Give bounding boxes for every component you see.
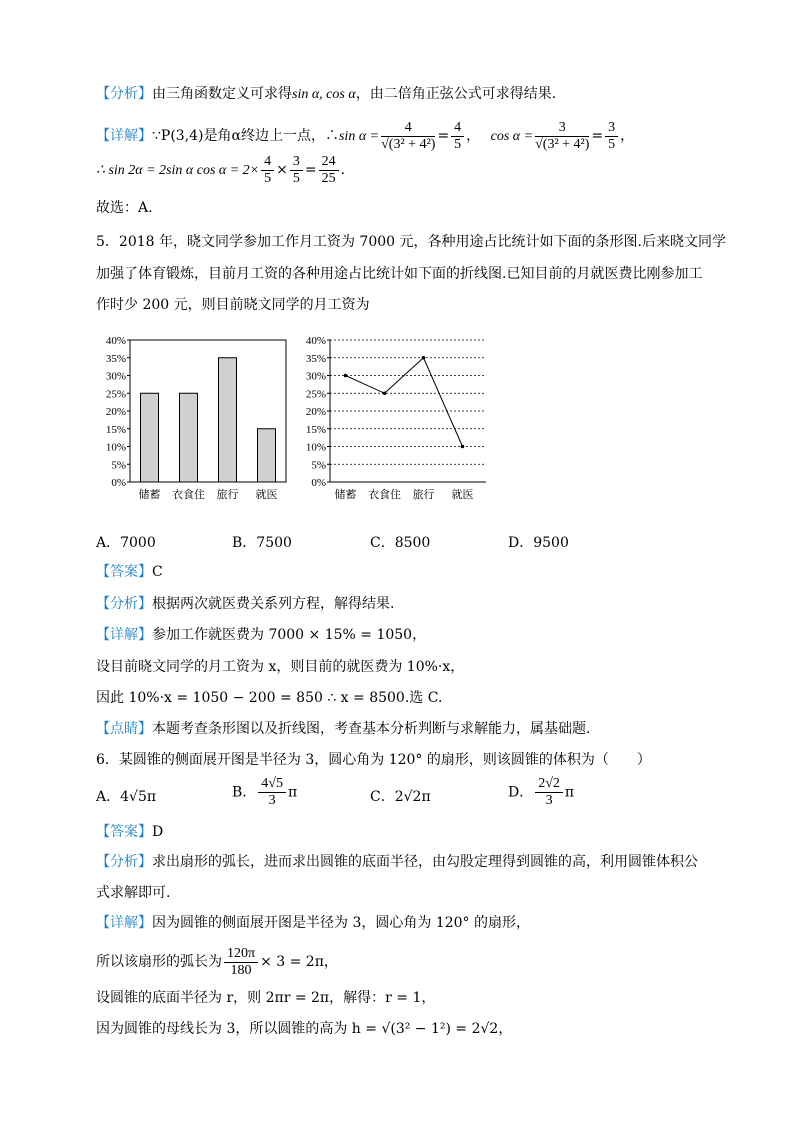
frac-3-5	[290, 154, 303, 187]
q5-charts	[96, 330, 496, 510]
analysis-q5	[96, 594, 394, 614]
y-tick-label: 35%	[305, 352, 326, 365]
opt-d-label: D．	[508, 784, 534, 801]
sin-res-den: 5	[454, 136, 462, 152]
comment-q5	[96, 719, 590, 739]
data-point	[422, 356, 426, 360]
x-tick-label: 衣食住	[368, 488, 401, 501]
f1-den: 5	[264, 170, 272, 186]
bar	[141, 393, 159, 482]
y-tick-label: 15%	[305, 423, 326, 436]
sin-fraction	[381, 120, 435, 153]
sin-den: √(3² + 4²)	[381, 136, 436, 152]
bar	[219, 358, 237, 482]
cos-den: √(3² + 4²)	[535, 136, 590, 152]
opt-d-num: 2√2	[535, 776, 563, 793]
f2-num: 3	[290, 154, 303, 171]
analysis-text: 由三角函数定义可求得	[152, 86, 292, 102]
detail-q4: 【详解】∵P(3,4)是角α终边上一点，∴sin α = $\frac{4}{\text{√(3² + 4²)}}$ = $\frac{4}{5}$ ， cos α = $\frac{3}{\text{√(3² + 4²)}}$ = $\frac{3}{5}$ ，	[96, 119, 635, 152]
double-angle-expr: ∴ sin 2α = 2sin α cos α = 2×	[96, 163, 260, 178]
analysis-q6-line2: 式求解即可.	[96, 885, 171, 901]
answer-tag: 【答案】	[96, 824, 152, 840]
opt-b-num: 4√5	[258, 776, 286, 793]
y-tick-label: 10%	[305, 441, 326, 454]
detail-point: ∵P(3,4)是角α终边上一点，∴	[152, 128, 339, 144]
x-tick-label: 就医	[451, 488, 474, 501]
analysis-q4	[96, 84, 556, 105]
y-tick-label: 10%	[105, 441, 126, 454]
y-tick-label: 5%	[111, 459, 126, 472]
data-point	[461, 445, 465, 449]
answer-text: D	[152, 824, 164, 840]
answer-text: C	[152, 564, 163, 580]
cos-result	[605, 120, 618, 153]
opt-b-label: B．	[232, 784, 257, 801]
x-tick-label: 储蓄	[138, 488, 161, 501]
q6-option-a: A．4√5π	[96, 789, 157, 805]
detail-text: 参加工作就医费为 7000 × 15% = 1050，	[152, 627, 427, 643]
sin-result	[451, 120, 464, 153]
arc-fraction	[224, 946, 258, 979]
frac-4-5	[261, 154, 274, 187]
y-tick-label: 40%	[105, 335, 126, 347]
comment-text: 本题考查条形图以及折线图，考查基本分析判断与求解能力，属基础题.	[152, 721, 591, 737]
y-tick-label: 20%	[305, 406, 326, 418]
y-tick-label: 0%	[311, 477, 326, 489]
q6-option-b	[232, 776, 297, 809]
detail-q6-line4: 因为圆锥的母线长为 3，所以圆锥的高为 h = √(3² − 1²) = 2√2，	[96, 1021, 513, 1037]
q5-option-a: A．7000	[96, 535, 156, 551]
answer-q5	[96, 562, 163, 582]
arc-den: 180	[230, 962, 252, 978]
y-tick-label: 30%	[305, 370, 326, 383]
cos-res-num: 3	[605, 120, 618, 137]
x-tick-label: 储蓄	[334, 488, 357, 501]
y-tick-label: 25%	[305, 388, 326, 401]
q5-option-c: C．8500	[370, 535, 431, 551]
detail-q5-line2: 设目前晓文同学的月工资为 x，则目前的就医费为 10%·x，	[96, 659, 465, 675]
detail-q5-line1	[96, 625, 426, 645]
x-tick-label: 旅行	[216, 488, 239, 501]
cos-num: 3	[535, 120, 589, 137]
opt-d-frac	[535, 776, 563, 809]
q5-option-d: D．9500	[508, 535, 569, 551]
cos-fraction	[535, 120, 589, 153]
detail-tag: 【详解】	[96, 915, 152, 931]
arc-text: 所以该扇形的弧长为	[96, 954, 222, 970]
analysis-text: 根据两次就医费关系列方程，解得结果.	[152, 596, 395, 612]
opt-b-frac	[258, 776, 286, 809]
q6-option-c: C．2√2π	[370, 789, 431, 805]
choose-q4: 故选：A.	[96, 200, 153, 216]
x-tick-label: 衣食住	[172, 488, 205, 501]
bar	[180, 393, 198, 482]
detail-q6-line1	[96, 913, 530, 933]
y-tick-label: 35%	[105, 352, 126, 365]
opt-b-den: 3	[268, 793, 276, 808]
q6-line1: 6．某圆锥的侧面展开图是半径为 3，圆心角为 120° 的扇形，则该圆锥的体积为（ ）	[96, 752, 651, 768]
detail-q4-line2: ∴ sin 2α = 2sin α cos α = 2× $\frac{4}{5}$ × $\frac{3}{5}$ = $\frac{24}{25}$ .	[96, 153, 346, 186]
y-tick-label: 30%	[105, 370, 126, 383]
y-tick-label: 5%	[311, 459, 326, 472]
q5-line2: 加强了体育锻炼，目前月工资的各种用途占比统计如下面的折线图.已知目前的月就医费比刚参加工	[96, 266, 703, 282]
q6-option-d	[508, 776, 574, 809]
detail-tag: 【详解】	[96, 627, 152, 643]
analysis-q6-line1	[96, 852, 698, 872]
y-tick-label: 25%	[105, 388, 126, 401]
detail-text: 因为圆锥的侧面展开图是半径为 3，圆心角为 120° 的扇形，	[152, 915, 530, 931]
f3-den: 25	[321, 170, 336, 186]
bar-chart	[96, 330, 296, 510]
data-point	[383, 391, 387, 395]
analysis-tag: 【分析】	[96, 86, 152, 102]
y-tick-label: 40%	[305, 335, 326, 347]
q5-line1: 5．2018 年，晓文同学参加工作月工资为 7000 元，各种用途占比统计如下面的条形图.后来晓文同学	[96, 234, 726, 250]
cos-lhs: cos α =	[490, 129, 534, 144]
series-line	[346, 358, 463, 447]
arc-num: 120π	[224, 946, 258, 963]
analysis-tag: 【分析】	[96, 596, 152, 612]
line-chart	[296, 330, 496, 510]
detail-q6-line3: 设圆锥的底面半径为 r，则 2πr = 2π，解得：r = 1，	[96, 990, 436, 1006]
opt-b-tail: π	[287, 784, 298, 801]
arc-tail: × 3 = 2π，	[260, 954, 338, 970]
frac-24-25	[319, 154, 339, 187]
analysis-expr: sin α, cos α	[292, 87, 356, 102]
detail-q6-line2	[96, 944, 338, 980]
sin-num: 4	[381, 120, 435, 137]
q5-line3: 作时少 200 元，则目前晓文同学的月工资为	[96, 297, 370, 313]
answer-tag: 【答案】	[96, 564, 152, 580]
detail-tag: 【详解】	[96, 128, 152, 144]
y-tick-label: 15%	[105, 423, 126, 436]
y-tick-label: 20%	[105, 406, 126, 418]
cos-res-den: 5	[608, 136, 616, 152]
analysis-text-2: ，由二倍角正弦公式可求得结果.	[355, 86, 557, 102]
q5-option-b: B．7500	[232, 535, 292, 551]
data-point	[344, 374, 348, 378]
f3-num: 24	[319, 154, 339, 171]
f2-den: 5	[292, 170, 300, 186]
analysis-text: 求出扇形的弧长，进而求出圆锥的底面半径，由勾股定理得到圆锥的高，利用圆锥体积公	[152, 854, 698, 870]
detail-q5-line3: 因此 10%·x = 1050 − 200 = 850 ∴ x = 8500.选 C.	[96, 690, 443, 706]
comment-tag: 【点睛】	[96, 721, 152, 737]
f1-num: 4	[261, 154, 274, 171]
analysis-tag: 【分析】	[96, 854, 152, 870]
opt-d-tail: π	[564, 784, 575, 801]
x-tick-label: 旅行	[412, 488, 435, 501]
y-tick-label: 0%	[111, 477, 126, 489]
sin-res-num: 4	[451, 120, 464, 137]
answer-q6	[96, 822, 163, 842]
x-tick-label: 就医	[255, 488, 278, 501]
sin-lhs: sin α =	[338, 129, 380, 144]
bar	[258, 429, 276, 482]
opt-d-den: 3	[545, 793, 553, 808]
